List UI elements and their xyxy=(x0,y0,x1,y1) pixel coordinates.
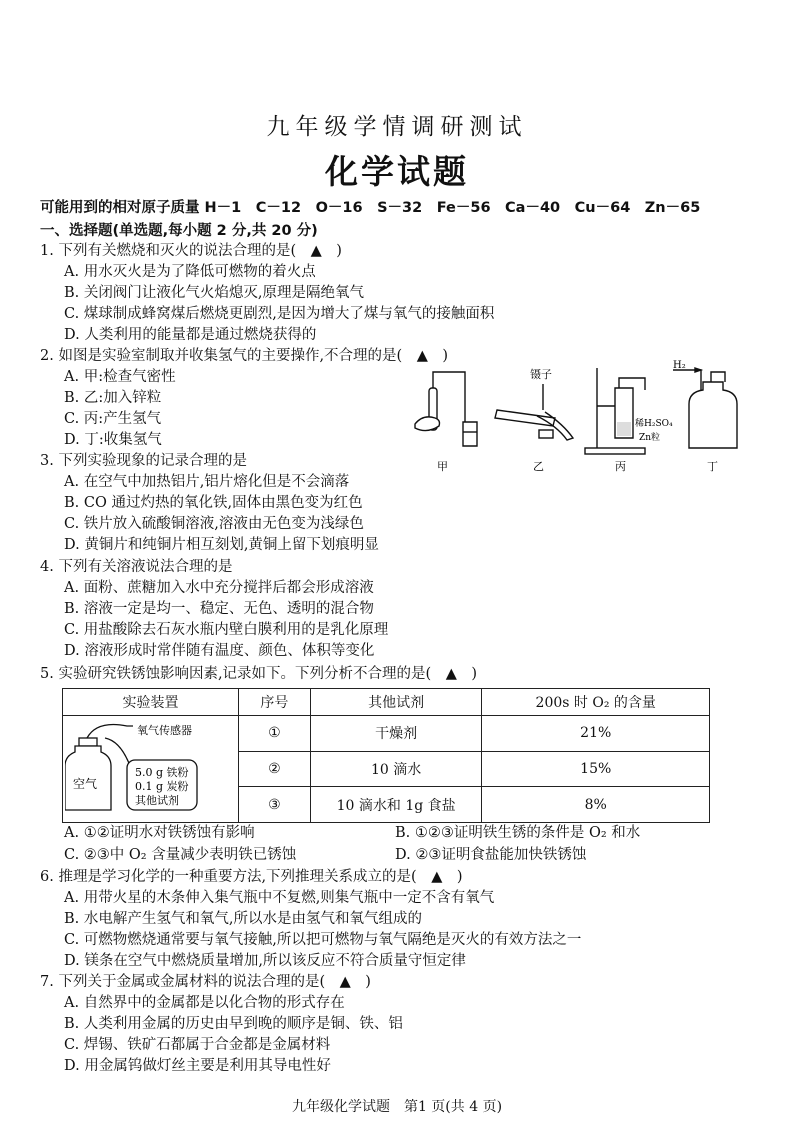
tweezers-label: 镊子 xyxy=(530,368,552,381)
question-option: D. 黄铜片和纯铜片相互刻划,黄铜上留下划痕明显 xyxy=(64,537,379,553)
question-option: D. 镁条在空气中燃烧质量增加,所以该反应不符合质量守恒定律 xyxy=(64,953,466,969)
section-heading: 一、选择题(单选题,每小题 2 分,共 20 分) xyxy=(40,223,318,239)
question-option: D. 人类利用的能量都是通过燃烧获得的 xyxy=(64,327,317,343)
table-cell: 21% xyxy=(482,716,710,752)
table-cell: ② xyxy=(238,751,310,787)
atomic-mass-line: 可能用到的相对原子质量 H－1 C－12 O－16 S－32 Fe－56 Ca－40 Cu－64 Zn－65 xyxy=(40,200,701,216)
table-header: 序号 xyxy=(238,689,310,716)
question-option: B. 溶液一定是均一、稳定、无色、透明的混合物 xyxy=(64,601,374,617)
question-option: B. 水电解产生氢气和氧气,所以水是由氢气和氧气组成的 xyxy=(64,911,422,927)
question-option: A. 用水灭火是为了降低可燃物的着火点 xyxy=(64,264,316,280)
table-header: 200s 时 O₂ 的含量 xyxy=(482,689,710,716)
question-stem: 2. 如图是实验室制取并收集氢气的主要操作,不合理的是( ▲ ) xyxy=(40,348,449,364)
question-option: C. 煤球制成蜂窝煤后燃烧更剧烈,是因为增大了煤与氧气的接触面积 xyxy=(64,306,495,322)
table-cell: 10 滴水 xyxy=(310,751,482,787)
question-stem: 4. 下列有关溶液说法合理的是 xyxy=(40,559,233,575)
figure-ding xyxy=(673,368,737,448)
question-stem: 1. 下列有关燃烧和灭火的说法合理的是( ▲ ) xyxy=(40,243,342,259)
figure-yi xyxy=(495,384,573,440)
question-option: C. 铁片放入硫酸铜溶液,溶液由无色变为浅绿色 xyxy=(64,516,364,532)
question-stem: 7. 下列关于金属或金属材料的说法合理的是( ▲ ) xyxy=(40,974,371,990)
question-option: A. 在空气中加热铝片,铝片熔化但是不会滴落 xyxy=(64,474,350,490)
question-option: C. ②③中 O₂ 含量减少表明铁已锈蚀 xyxy=(64,847,297,863)
table-cell: 干燥剂 xyxy=(310,716,482,752)
question-stem: 3. 下列实验现象的记录合理的是 xyxy=(40,453,247,469)
question-option: C. 用盐酸除去石灰水瓶内壁白膜利用的是乳化原理 xyxy=(64,622,389,638)
acid-label: 稀H₂SO₄ xyxy=(635,419,673,429)
figure-label: 丁 xyxy=(707,460,718,473)
table-header: 实验装置 xyxy=(63,689,239,716)
question-option: A. 自然界中的金属都是以化合物的形式存在 xyxy=(64,995,345,1011)
content-line: 其他试剂 xyxy=(135,794,180,807)
content-line: 0.1 g 炭粉 xyxy=(135,780,190,793)
exam-subtitle: 九年级学情调研测试 xyxy=(266,114,528,140)
question-option: C. 可燃物燃烧通常要与氧气接触,所以把可燃物与氧气隔绝是灭火的有效方法之一 xyxy=(64,932,582,948)
table-cell: 8% xyxy=(482,787,710,823)
figure-label: 乙 xyxy=(533,460,544,473)
question-option: A. 面粉、蔗糖加入水中充分搅拌后都会形成溶液 xyxy=(64,580,374,596)
h2-label: H₂ xyxy=(673,360,686,371)
table-cell: ③ xyxy=(238,787,310,823)
content-line: 5.0 g 铁粉 xyxy=(135,766,190,779)
rust-experiment-table xyxy=(62,688,710,823)
question-option: A. ①②证明水对铁锈蚀有影响 xyxy=(64,825,255,841)
question-option: A. 甲:检查气密性 xyxy=(64,369,176,385)
question-option: C. 焊锡、铁矿石都属于合金都是金属材料 xyxy=(64,1037,331,1053)
question-option: D. 用金属钨做灯丝主要是利用其导电性好 xyxy=(64,1058,331,1074)
air-label: 空气 xyxy=(73,777,98,791)
apparatus-diagram xyxy=(65,716,235,818)
table-cell: 10 滴水和 1g 食盐 xyxy=(310,787,482,823)
zinc-label: Zn粒 xyxy=(639,433,661,443)
question-option: B. 人类利用金属的历史由早到晚的顺序是铜、铁、铝 xyxy=(64,1016,403,1032)
apparatus-cell xyxy=(63,716,239,823)
page-footer: 九年级化学试题 第1 页(共 4 页) xyxy=(291,1099,503,1115)
hydrogen-apparatus-figure xyxy=(405,360,745,475)
figure-bing xyxy=(585,368,645,454)
sensor-label: 氧气传感器 xyxy=(137,724,193,737)
question-stem: 6. 推理是学习化学的一种重要方法,下列推理关系成立的是( ▲ ) xyxy=(40,869,463,885)
question-option: C. 丙:产生氢气 xyxy=(64,411,162,427)
question-option: B. 关闭阀门让液化气火焰熄灭,原理是隔绝氧气 xyxy=(64,285,364,301)
question-option: A. 用带火星的木条伸入集气瓶中不复燃,则集气瓶中一定不含有氧气 xyxy=(64,890,495,906)
table-cell: 15% xyxy=(482,751,710,787)
question-option: D. ②③证明食盐能加快铁锈蚀 xyxy=(395,847,587,863)
question-option: B. CO 通过灼热的氧化铁,固体由黑色变为红色 xyxy=(64,495,363,511)
question-option: D. 丁:收集氢气 xyxy=(64,432,162,448)
question-option: B. 乙:加入锌粒 xyxy=(64,390,162,406)
table-header: 其他试剂 xyxy=(310,689,482,716)
table-cell: ① xyxy=(238,716,310,752)
exam-title: 化学试题 xyxy=(325,152,469,191)
figure-label: 丙 xyxy=(615,460,626,473)
question-stem: 5. 实验研究铁锈蚀影响因素,记录如下。下列分析不合理的是( ▲ ) xyxy=(40,666,478,682)
figure-label: 甲 xyxy=(437,460,448,473)
figure-jia xyxy=(415,372,477,446)
question-option: D. 溶液形成时常伴随有温度、颜色、体积等变化 xyxy=(64,643,375,659)
question-option: B. ①②③证明铁生锈的条件是 O₂ 和水 xyxy=(395,825,641,841)
